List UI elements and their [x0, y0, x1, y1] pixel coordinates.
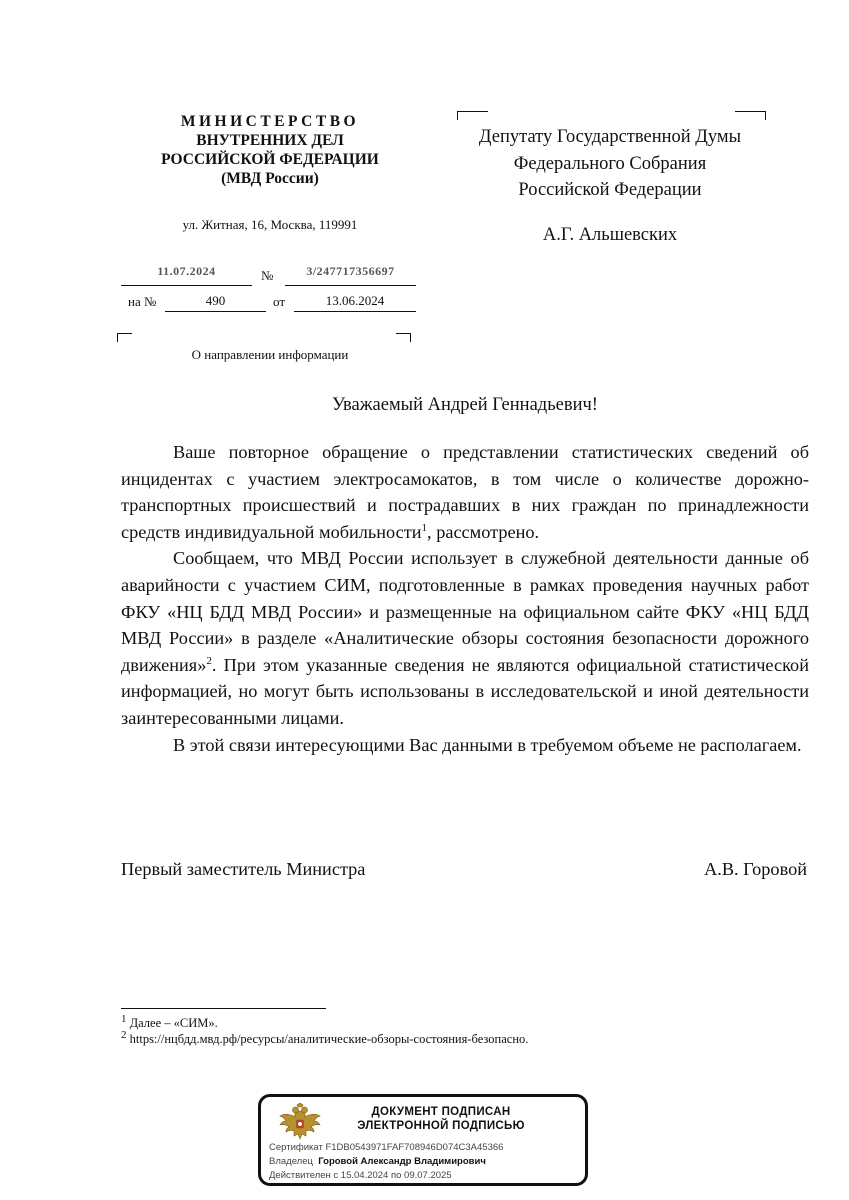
reference-date-field: [294, 293, 416, 312]
subject-line: О направлении информации: [191, 347, 349, 362]
footnote-1-mark: 1: [121, 1012, 127, 1025]
paragraph-1-text: Ваше повторное обращение о представлении статистических сведений об инцидентах с участием электросамокатов, в том числе о количестве дорожно-транспортных происшествий и пострадавших в них граждан по принадлежности средств индивидуальной мобильности: [121, 442, 809, 542]
paragraph-2-text: Сообщаем, что МВД России использует в служебной деятельности данные об аварийности с участием СИМ, подготовленные в рамках проведения научных работ ФКУ «НЦ БДД МВД России» и размещенные на официальном сайте ФКУ «НЦ БДД МВД России» в разделе «Аналитические обзоры состояния безопасности дорожного движения»: [121, 548, 809, 675]
addressee-name: А.Г. Альшевских: [542, 225, 678, 245]
stamp-certificate: [269, 1142, 503, 1153]
addressee: [450, 124, 770, 204]
addressee-line2: Федерального Собрания: [513, 153, 707, 174]
registration-date: 11.07.2024: [157, 264, 216, 278]
ministry-line3: РОССИЙСКОЙ ФЕДЕРАЦИИ: [161, 151, 379, 168]
paragraph-2: [121, 545, 809, 731]
addressee-corner-right: [735, 111, 766, 120]
footnote-1-text: Далее – «СИМ».: [126, 1016, 218, 1030]
addressee-line3: Российской Федерации: [518, 180, 702, 200]
stamp-title-line1: ДОКУМЕНТ ПОДПИСАН: [371, 1106, 511, 1118]
footnote-2: [121, 1028, 529, 1047]
paragraph-2-end: . При этом указанные сведения не являются официальной статистической информацией, но могут быть использованы в исследовательской и иной деятельности заинтересованными лицами.: [121, 654, 809, 728]
stamp-validity: Действителен с 15.04.2024 по 09.07.2025: [269, 1170, 452, 1181]
stamp-title: [331, 1105, 551, 1133]
stamp-title-line2: ЭЛЕКТРОННОЙ ПОДПИСЬЮ: [357, 1120, 525, 1132]
salutation: Уважаемый Андрей Геннадьевич!: [332, 395, 598, 415]
ministry-short: (МВД России): [221, 170, 319, 187]
footnote-divider: [121, 1008, 326, 1009]
reference-date: 13.06.2024: [325, 293, 385, 308]
footnote-ref-2: 2: [206, 654, 212, 667]
subject-corner-right: [396, 333, 411, 342]
registration-number-field: [285, 263, 416, 286]
addressee-corner-left: [457, 111, 488, 120]
footnote-ref-1: 1: [421, 521, 428, 534]
reference-number: 490: [205, 293, 226, 308]
subject-corner-left: [117, 333, 132, 342]
stamp-cert-value: F1DB0543971FAF708946D074C3A45366: [325, 1142, 504, 1153]
addressee-line1: Депутату Государственной Думы: [478, 127, 742, 147]
ministry-line1: МИНИСТЕРСТВО: [180, 113, 360, 130]
footnote-2-mark: 2: [121, 1028, 127, 1041]
e-signature-stamp: [258, 1094, 588, 1186]
signatory-title: Первый заместитель Министра: [121, 859, 366, 879]
reference-date-label: от: [273, 294, 286, 309]
eagle-emblem-icon: [277, 1103, 323, 1143]
paragraph-1-end: , рассмотрено.: [427, 521, 540, 542]
stamp-owner: [269, 1156, 486, 1167]
sender-address: ул. Житная, 16, Москва, 119991: [182, 217, 358, 232]
reference-number-field: [165, 293, 266, 312]
registration-date-field: [121, 263, 252, 286]
stamp-cert-label: Сертификат: [269, 1142, 323, 1153]
registration-number: 3/247717356697: [306, 264, 395, 278]
signatory-name: А.В. Горовой: [704, 859, 807, 879]
footnote-2-text: https://нцбдд.мвд.рф/ресурсы/аналитические-обзоры-состояния-безопасно.: [126, 1032, 529, 1046]
footnote-1: [121, 1012, 218, 1031]
ministry-line2: ВНУТРЕННИХ ДЕЛ: [196, 132, 344, 149]
reference-number-label: на №: [128, 294, 157, 309]
stamp-owner-value: Горовой Александр Владимирович: [318, 1156, 486, 1167]
paragraph-1: [121, 439, 809, 545]
registration-number-label: №: [261, 268, 274, 283]
letter-body: [121, 439, 809, 758]
ministry-header: [120, 112, 420, 188]
stamp-owner-label: Владелец: [269, 1156, 313, 1167]
paragraph-3: В этой связи интересующими Вас данными в требуемом объеме не располагаем.: [173, 734, 802, 755]
